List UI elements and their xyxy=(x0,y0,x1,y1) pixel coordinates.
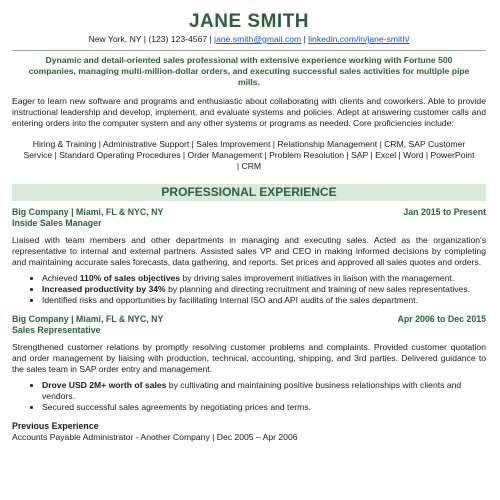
job-entry xyxy=(12,314,486,413)
job-achievements xyxy=(12,273,486,306)
achievement-item xyxy=(42,295,486,306)
summary-statement: Dynamic and detail-oriented sales professional with extensive experience working with Fortune 500 companies, managing multi-million-dollar orders, and executing successful sales activities for multiple pipe mills. xyxy=(28,55,470,87)
intro-paragraph: Eager to learn new software and programs and enthusiastic about collaborating with clients and coworkers. Able to provide instructional leadership and develop, implement, and evaluate systems and policies. Adept at answering customer calls and entering orders into the computer system and any other systems or programs as needed. Core proficiencies include: xyxy=(12,96,486,128)
email-link[interactable]: jane.smith@gmail.com xyxy=(214,34,302,44)
job-company: Big Company | Miami, FL & NYC, NY xyxy=(12,314,164,324)
achievement-item xyxy=(42,402,486,413)
achievement-highlight: Increased productivity by 34% xyxy=(42,284,166,294)
previous-experience-heading: Previous Experience xyxy=(12,421,99,431)
location-phone: New York, NY | (123) 123-4567 | xyxy=(88,34,215,44)
job-achievements xyxy=(12,380,486,413)
linkedin-link[interactable]: linkedin.com/in/jane-smith/ xyxy=(308,34,410,44)
contact-separator: | xyxy=(301,34,309,44)
job-company: Big Company | Miami, FL & NYC, NY xyxy=(12,207,164,217)
job-description: Liaised with team members and other departments in managing and executing sales. Acted as the organization's representative to internal and external partners. Assisted sales VP and CEO in making informed decisions by completing and maintaining accurate sales forecasts, data gathering, and reports. Set prices and approved all sales quotes and orders. xyxy=(12,235,486,267)
job-description: Strengthened customer relations by promptly resolving customer problems and complaints. Provided customer quotation and order management by liaising with production, technical, accounting, shipping, and 3rd parties. Delivered guidance to the sales team in SAP order entry and management. xyxy=(12,342,486,374)
previous-experience-line: Accounts Payable Administrator - Another Company | Dec 2005 – Apr 2006 xyxy=(12,432,298,442)
achievement-text: by cultivating and maintaining positive business relationships with clients and vendors. xyxy=(42,380,462,401)
achievement-text: Identified risks and opportunities by facilitating Internal ISO and API audits of the sales department. xyxy=(42,295,418,305)
job-title: Sales Representative xyxy=(12,325,101,335)
candidate-name: JANE SMITH xyxy=(188,11,310,32)
skills-list: Hiring & Training | Administrative Support | Sales Improvement | Relationship Management | CRM, SAP Customer Service | Standard Operating Procedures | Order Management | Problem Resolution | SAP | Excel | Word | PowerPoint | CRM xyxy=(23,139,475,171)
header-divider xyxy=(12,50,486,51)
contact-line xyxy=(12,34,486,45)
job-header xyxy=(12,207,486,218)
job-dates: Jan 2015 to Present xyxy=(403,207,486,217)
achievement-text: Secured successful sales agreements by negotiating prices and terms. xyxy=(42,402,311,412)
achievement-item xyxy=(42,273,486,284)
job-header xyxy=(12,314,486,325)
job-entry xyxy=(12,207,486,306)
section-heading-experience: PROFESSIONAL EXPERIENCE xyxy=(12,184,486,201)
achievement-text: Achieved xyxy=(42,273,80,283)
achievement-highlight: 110% of sales objectives xyxy=(79,273,181,283)
achievement-highlight: Drove USD 2M+ worth of sales xyxy=(42,380,167,390)
achievement-item xyxy=(42,284,486,295)
achievement-text: by driving sales improvement initiatives in liaison with the management. xyxy=(180,273,455,283)
achievement-item xyxy=(42,380,486,402)
job-dates: Apr 2006 to Dec 2015 xyxy=(397,314,486,324)
job-title: Inside Sales Manager xyxy=(12,218,102,228)
achievement-text: by planning and directing recruitment and training of new sales representatives. xyxy=(165,284,471,294)
